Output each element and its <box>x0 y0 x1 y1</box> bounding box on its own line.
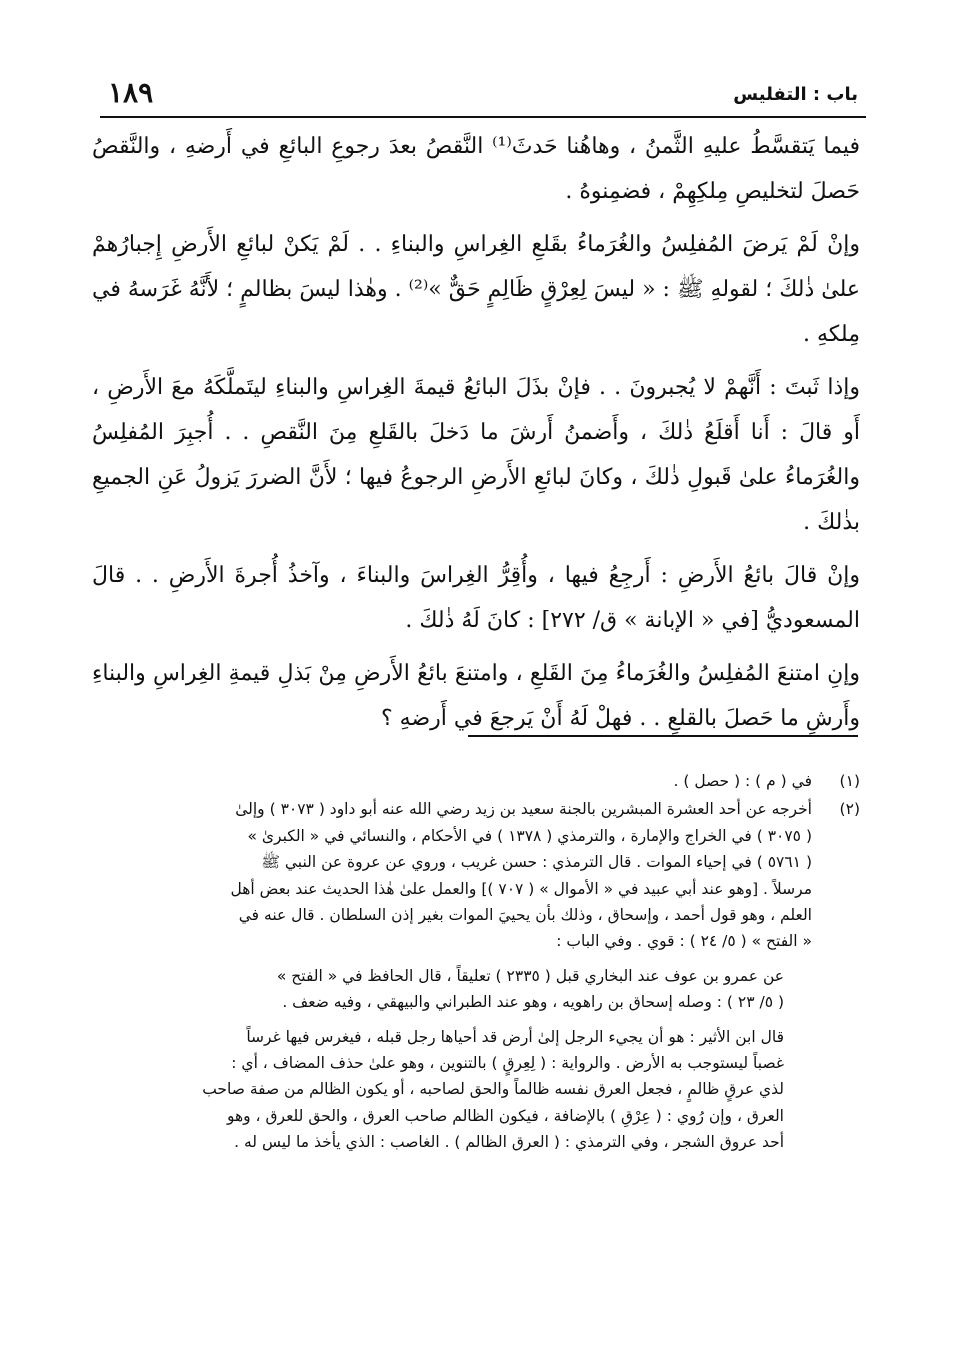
footnote-2 <box>92 796 860 1155</box>
header-rule <box>100 116 866 118</box>
paragraph-3: وإذا ثَبتَ : أَنَّهمْ لا يُجبرونَ . . فإنْ بذَلَ البائعُ قيمةَ الغِراسِ والبناءِ ليتَملَّكَهُ معَ الأَرضِ ، أَو قالَ : أَنا أَقلَعُ ذٰلكَ ، وأَضمنُ أَرشَ ما دَخلَ بالقَلعِ مِنَ النَّقصِ . . أُجبِرَ المُفلِسُ والغُرَماءُ علىٰ قَبولِ ذٰلكَ ، وكانَ لبائعِ الأَرضِ الرجوعُ فيها ؛ لأَنَّ الضررَ يَزولُ عَنِ الجميعِ بذٰلكَ . <box>92 375 860 535</box>
footnote-line: مرسلاً . [وهو عند أبي عبيد في « الأموال » ( ٧٠٧ )] والعمل علىٰ هٰذا الحديث عند بعض أهل <box>230 879 812 898</box>
footnote-line: « الفتح » ( ٥/ ٢٤ ) : قوي . وفي الباب : <box>556 932 812 951</box>
page-header <box>108 76 858 118</box>
paragraph-4: وإنْ قالَ بائعُ الأَرضِ : أَرجِعُ فيها ، وأُقِرُّ الغِراسَ والبناءَ ، وآخذُ أُجرةَ الأَرضِ . . قالَ المسعوديُّ [في « الإبانة » ق/ ٢٧٢] : كانَ لَهُ ذٰلكَ . <box>92 563 860 633</box>
footnote-number: (٢) <box>839 800 860 819</box>
footnote-line: العلم ، وهو قول أحمد ، وإسحاق ، وذلك بأن يحييَ الموات بغير إذن السلطان . قال عنه في <box>238 906 812 925</box>
footnote-number: (١) <box>839 772 860 790</box>
paragraph-5: وإنِ امتنعَ المُفلِسُ والغُرَماءُ مِنَ القَلعِ ، وامتنعَ بائعُ الأَرضِ مِنْ بَذلِ قيمةِ الغِراسِ والبناءِ وأَرشِ ما حَصلَ بالقلعِ . . فهلْ لَهُ أَنْ يَرجعَ في أَرضهِ ؟ <box>92 661 860 731</box>
footnote-line: ( ٥٧٦١ ) في إحياء الموات . قال الترمذي : حسن غريب ، وروي عن عروة عن النبي ﷺ <box>261 853 812 872</box>
footnote-line: قال ابن الأثير : هو أن يجيء الرجل إلىٰ أرض قد أحياها رجل قبله ، فيغرس فيها غرساً <box>246 1027 784 1046</box>
footnote-line: ( ٣٠٧٥ ) في الخراج والإمارة ، والترمذي ( ١٣٧٨ ) في الأحكام ، والنسائي في « الكبرىٰ » <box>247 826 812 845</box>
footnote-line: لذي عرقٍ ظالمٍ ، فجعل العرق نفسه ظالماً والحق لصاحبه ، أو يكون الظالم من صفة صاحب <box>202 1080 784 1099</box>
page-number: ١٨٩ <box>108 76 154 109</box>
footnote-separator <box>468 735 858 737</box>
footnote-line: أحد عروق الشجر ، وفي الترمذي : ( العرق الظالم ) . الغاصب : الذي يأخذ ما ليس له . <box>234 1133 784 1152</box>
paragraph-1: فيما يَتقسَّطُ عليهِ الثَّمنُ ، وهاهُنا حَدثَ⁽¹⁾ النَّقصُ بعدَ رجوعِ البائعِ في أَرضهِ ، والنَّقصُ حَصلَ لتخليصِ مِلكِهِمْ ، فضمِنوهُ . <box>92 134 861 204</box>
footnote-subsection-ibn-athir <box>92 1024 812 1156</box>
footnote-1 <box>92 768 860 794</box>
footnote-line: أخرجه عن أحد العشرة المبشرين بالجنة سعيد بن زيد رضي الله عنه أبو داود ( ٣٠٧٣ ) وإلىٰ <box>235 800 812 819</box>
footnotes <box>92 768 860 1158</box>
footnote-text: في ( م ) : ( حصل ) . <box>673 772 812 790</box>
paragraph-2: وإنْ لَمْ يَرضَ المُفلِسُ والغُرَماءُ بقَلعِ الغِراسِ والبناءِ . . لَمْ يَكنْ لبائعِ الأَرضِ إِجبارُهمْ علىٰ ذٰلكَ ؛ لقولهِ ﷺ : « ليسَ لِعِرْقٍ ظَالِمٍ حَقٌّ »⁽²⁾ . وهٰذا ليسَ بظالمٍ ؛ لأَنَّهُ غَرَسهُ في مِلكهِ . <box>92 232 860 347</box>
footnote-line: العرق ، وإن رُوي : ( عِرْقِ ) بالإضافة ، فيكون الظالم صاحب العرق ، والحق للعرق ، وهو <box>226 1106 784 1125</box>
footnote-line: غصباً ليستوجب به الأرض . والرواية : ( لِعِرقٍ ) بالتنوين ، وهو علىٰ حذف المضاف ، أي : <box>231 1054 784 1073</box>
footnote-subsection-amr <box>92 963 812 1016</box>
main-text <box>92 124 860 749</box>
chapter-title: باب : التفليس <box>733 84 858 105</box>
footnote-line: عن عمرو بن عوف عند البخاري قبل ( ٢٣٣٥ ) تعليقاً ، قال الحافظ في « الفتح » <box>276 966 784 985</box>
footnote-line: ( ٥/ ٢٣ ) : وصله إسحاق بن راهويه ، وهو عند الطبراني والبيهقي ، وفيه ضعف . <box>282 993 784 1012</box>
